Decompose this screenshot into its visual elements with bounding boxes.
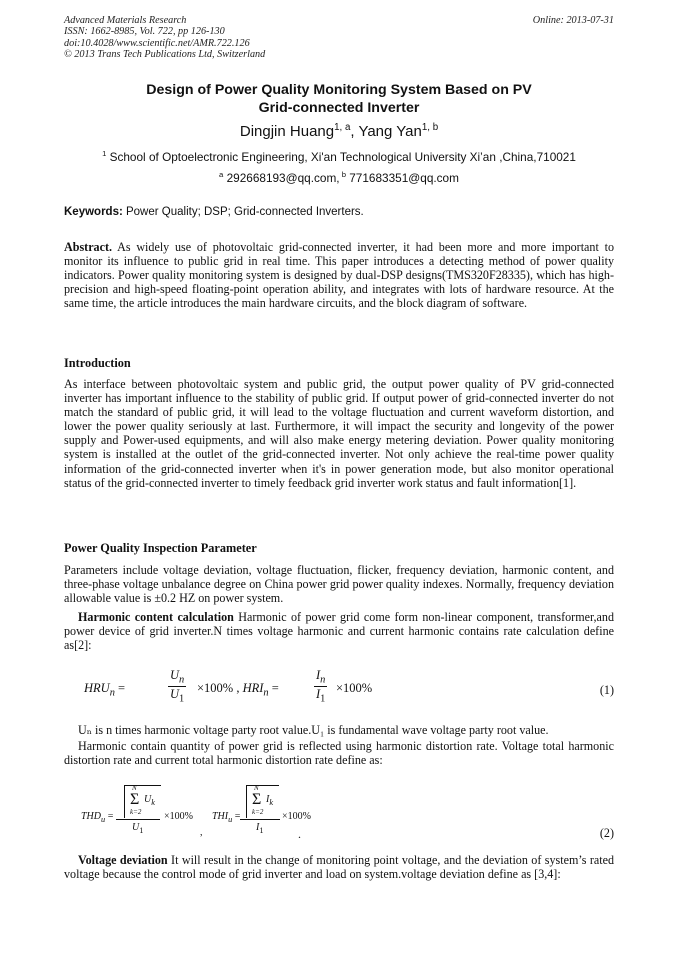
eq2-i1-sub: 1 (259, 826, 264, 835)
author-1: Dingjin Huang (239, 123, 335, 140)
eq1-times-2: ×100% (336, 681, 373, 695)
eq1-un-sub: n (179, 674, 185, 686)
eq1-times-1: ×100% (197, 681, 234, 695)
email-b: 771683351@qq.com (345, 171, 459, 185)
eq1-equals-2: = (268, 681, 279, 695)
affiliation-text: School of Optoelectronic Engineering, Xi'an Technological University Xi’an ,China,710021 (106, 150, 576, 164)
issn-line: ISSN: 1662-8985, Vol. 722, pp 126-130 (64, 26, 225, 38)
harmonic-content-label: Harmonic content calculation (78, 610, 234, 624)
eq2-uk-sub: k (151, 798, 155, 807)
eq2-thd: THD (81, 811, 102, 822)
eq2-i1: I (256, 822, 260, 833)
online-date: Online: 2013-07-31 (532, 15, 614, 26)
eq2-N-1: N (132, 784, 137, 792)
eq2-N-2: N (254, 784, 259, 792)
paper-title (0, 81, 678, 117)
equation-2-number: (2) (599, 826, 614, 840)
thd-intro: Harmonic contain quantity of power grid is reflected using harmonic distortion rate. Voltage total harmonic distortion rate and current total harmonic distortion rate define as: (64, 739, 614, 768)
harmonic-content-paragraph (64, 610, 614, 652)
journal-name: Advanced Materials Research (64, 15, 187, 26)
eq2-k2-1: k=2 (130, 808, 142, 816)
voltage-deviation-paragraph (64, 853, 614, 881)
author-2-sup: 1, b (421, 122, 439, 133)
pqip-heading: Power Quality Inspection Parameter (64, 541, 257, 555)
eq1-comma: , (233, 681, 243, 695)
voltage-deviation-text: It will result in the change of monitoring point voltage, and the deviation of system’s rated voltage because the control mode of grid inverter and load on system.voltage deviation define as [3,4]: (64, 853, 615, 882)
author-separator: , (350, 123, 359, 140)
intro-paragraph: As interface between photovoltaic system and public grid, the output power quality of PV grid-connected inverter has important influence to the stability of public grid. If output power of grid-connected inverter do not match the standard of public grid, it will lead to the voltage fluctuation and current waveform distortion, and lower the power quality seriously at last. Furthermore, it will impact the security and longevity of the power supply and Power-used equipments, and will also make energy metering deviation. Power quality monitoring system is installed at the outlet of the grid-connected inverter. Not only achieve the real-time power quality information of the grid-connected inverter when it's in power generation mode, but also monitor operational status of the grid-connected inverter to timely feedback grid inverter work status and fault information[1]. (64, 377, 614, 490)
eq2-u1: U (132, 822, 140, 833)
eq1-in: I (316, 668, 321, 682)
author-emails (0, 171, 678, 185)
eq1-hri-sub: n (263, 687, 269, 699)
abstract (64, 240, 614, 310)
eq1-frac-i (314, 668, 327, 704)
pqip-paragraph-1: Parameters include voltage deviation, voltage fluctuation, flicker, frequency deviation, harmonic content, and three-phase voltage unbalance degree on China power grid power quality indexes. Normally, frequency deviation allowable value is ±0.2 HZ on power system. (64, 563, 614, 606)
doi-line: doi:10.4028/www.scientific.net/AMR.722.126 (64, 37, 250, 49)
keywords-label: Keywords: (64, 206, 123, 218)
author-1-sup: 1, a (334, 122, 351, 133)
title-line-1: Design of Power Quality Monitoring System Based on PV (146, 82, 532, 98)
eq2-thi-sub: u (228, 815, 233, 824)
eq2-ik: I (266, 794, 270, 805)
author-2: Yang Yan (358, 123, 422, 140)
eq1-description: Uₙ is n times harmonic voltage party root value.U₁ is fundamental wave voltage party root value. (78, 723, 549, 737)
equation-1-number: (1) (599, 683, 614, 697)
voltage-deviation-label: Voltage deviation (78, 853, 168, 867)
email-a: 292668193@qq.com, (223, 171, 340, 185)
eq1-i1-sub: 1 (320, 693, 326, 704)
title-line-2: Grid-connected Inverter (258, 100, 420, 116)
email-a-sup: a (219, 170, 224, 180)
intro-heading: Introduction (64, 356, 131, 370)
copyright-line: © 2013 Trans Tech Publications Ltd, Switzerland (64, 49, 266, 61)
eq2-comma: , (200, 827, 203, 838)
journal-header (64, 15, 265, 61)
keywords (64, 206, 614, 218)
eq1-u1: U (170, 686, 180, 701)
eq2-thi: THI (212, 811, 229, 822)
eq1-equals-1: = (114, 681, 126, 695)
affiliation (0, 150, 678, 164)
eq1-hru-sub: n (109, 687, 115, 699)
eq2-uk: U (144, 794, 152, 805)
eq2-ik-sub: k (269, 798, 274, 807)
eq1-in-sub: n (320, 674, 326, 686)
eq2-dot: . (298, 827, 301, 841)
abstract-text: As widely use of photovoltaic grid-connected inverter, it had been more and more important to monitor its influence to public grid in real time. This paper introduces a detecting method of power quality indicators. Power quality monitoring system is designed by dual-DSP designs(TMS320F28335), which has high-precision and high-speed floating-point operation ability, and integrates with lots of hardware resource. At the same time, the article introduces the main hardware circuits, and the block diagram of software. (64, 240, 614, 311)
eq1-hru: HRU (84, 681, 110, 695)
eq1-frac-u (168, 668, 186, 704)
abstract-label: Abstract. (64, 240, 113, 254)
eq2-u1-sub: 1 (139, 826, 144, 835)
harmonic-content-text: Harmonic of power grid come form non-linear component, transformer,and power device of grid inverter.N times voltage harmonic and current harmonic contains rate calculation define as[2]: (64, 610, 615, 653)
eq2-times-2: ×100% (282, 811, 311, 822)
equation-2: $THD_u$ = N Σ $U_k$ k=2 $U_1$ ×100% , $THI_u$ = N Σ $I_k$ k=2 $I_1$ ×100% . (81, 784, 311, 841)
eq1-un: U (170, 668, 180, 682)
keywords-text: Power Quality; DSP; Grid-connected Inverters. (122, 206, 364, 218)
eq1-hri: HRI (242, 681, 264, 695)
author-list (0, 123, 678, 140)
eq2-k2-2: k=2 (252, 808, 264, 816)
eq2-times-1: ×100% (164, 811, 193, 822)
email-b-sup: b (339, 170, 346, 180)
eq1-u1-sub: 1 (179, 693, 185, 704)
eq1-i1: I (316, 686, 321, 701)
affiliation-sup: 1 (102, 149, 107, 159)
eq2-thd-sub: u (101, 815, 106, 824)
